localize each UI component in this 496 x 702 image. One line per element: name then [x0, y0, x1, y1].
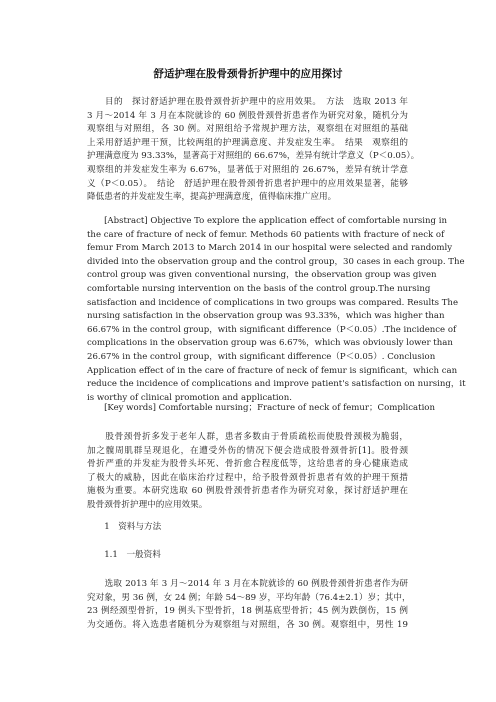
text-line: 了极大的威胁，因此在临床治疗过程中，给予股骨颈骨折患者有效的护理干预措: [87, 472, 408, 483]
introduction-paragraph: [87, 431, 408, 513]
text-line: 股骨颈骨折多发于老年人群，患者多数由于骨质疏松而使股骨颈极为脆弱，: [87, 432, 408, 442]
text-line: complications in the observation group was 6.67%，which was obviously lower than: [87, 338, 453, 349]
text-line: 观察组的并发症发生率为 6.67%，显著低于对照组的 26.67%，差异有统计学意: [87, 164, 408, 175]
text-line: 究对象，男 36 例，女 24 例；年龄 54～89 岁，平均年龄（76.4±2.1）岁；其中，: [87, 592, 411, 603]
text-line: 股骨颈骨折护理中的应用效果。: [87, 499, 208, 510]
general-data-paragraph: [87, 578, 411, 632]
text-line: reduce the incidence of complications and improve patient's satisfaction on nursing，it: [87, 379, 466, 390]
text-line: Application effect of in the care of fracture of neck of femur is significant，which can: [87, 365, 458, 376]
paper-title: 舒适护理在股骨颈骨折护理中的应用探讨: [153, 68, 343, 80]
abstract-english: [87, 215, 466, 405]
text-line: 加之髋周肌群呈现退化，在遭受外伤的情况下便会造成股骨颈骨折[1]。股骨颈: [87, 445, 408, 456]
text-line: 降低患者的并发症发生率，提高护理满意度，值得临床推广应用。: [87, 192, 337, 203]
abstract-chinese: [87, 96, 420, 205]
text-line: 选取 2013 年 3 月～2014 年 3 月在本院就诊的 60 例股骨颈骨折患者作为研: [87, 579, 408, 589]
text-line: 骨折严重的并发症为股骨头坏死、骨折愈合程度低等，这给患者的身心健康造成: [87, 459, 408, 470]
text-line: femur From March 2013 to March 2014 in our hospital were selected and randomly: [87, 243, 453, 254]
text-line: the care of fracture of neck of femur. Methods 60 patients with fracture of neck of: [87, 229, 445, 240]
text-line: is worthy of clinical promotion and application.: [87, 392, 292, 403]
text-line: 目的 探讨舒适护理在股骨颈骨折护理中的应用效果。 方法 选取 2013 年: [87, 97, 408, 107]
keywords: [87, 402, 435, 416]
keywords-line: [Key words] Comfortable nursing；Fracture of neck of femur；Complication: [87, 403, 435, 413]
text-line: 为交通伤。将入选患者随机分为观察组与对照组，各 30 例。观察组中，男性 19: [87, 619, 408, 630]
text-line: nursing satisfaction in the observation group was 93.33%，which was higher than: [87, 311, 445, 322]
section-heading-materials-methods: [87, 521, 408, 535]
text-line: 义（P＜0.05）。 结论 舒适护理在股骨颈骨折患者护理中的应用效果显著，能够: [87, 178, 408, 189]
subsection-heading-general-data: [87, 549, 408, 563]
text-line: control group was given conventional nursing，the observation group was given: [87, 270, 437, 281]
text-line: satisfaction and incidence of complications in two groups was compared. Results The: [87, 297, 458, 308]
section-heading: 1 资料与方法: [87, 522, 162, 532]
text-line: 护理满意度为 93.33%，显著高于对照组的 66.67%，差异有统计学意义（P＜0.05）。: [87, 151, 420, 162]
text-line: 66.67% in the control group，with significant difference（P＜0.05）.The incidence of: [87, 324, 457, 335]
subsection-heading: 1.1 一般资料: [87, 550, 161, 560]
text-line: divided into the observation group and the control group，30 cases in each group. The: [87, 256, 465, 267]
text-line: 观察组与对照组，各 30 例。对照组给予常规护理方法，观察组在对照组的基础: [87, 124, 408, 135]
text-line: 上采用舒适护理干预，比较两组的护理满意度、并发症发生率。 结果 观察组的: [87, 137, 408, 148]
text-line: [Abstract] Objective To explore the application effect of comfortable nursing in: [87, 216, 447, 226]
text-line: 26.67% in the control group，with significant difference（P＜0.05）. Conclusion: [87, 351, 436, 362]
text-line: 施极为重要。本研究选取 60 例股骨颈骨折患者作为研究对象，探讨舒适护理在: [87, 486, 408, 497]
text-line: 23 例经颈型骨折，19 例头下型骨折，18 例基底型骨折；45 例为跌倒伤，15 例: [87, 606, 408, 617]
text-line: comfortable nursing intervention on the basis of the control group.The nursing: [87, 283, 431, 294]
text-line: 3 月～2014 年 3 月在本院就诊的 60 例股骨颈骨折患者作为研究对象，随机分为: [87, 110, 408, 121]
